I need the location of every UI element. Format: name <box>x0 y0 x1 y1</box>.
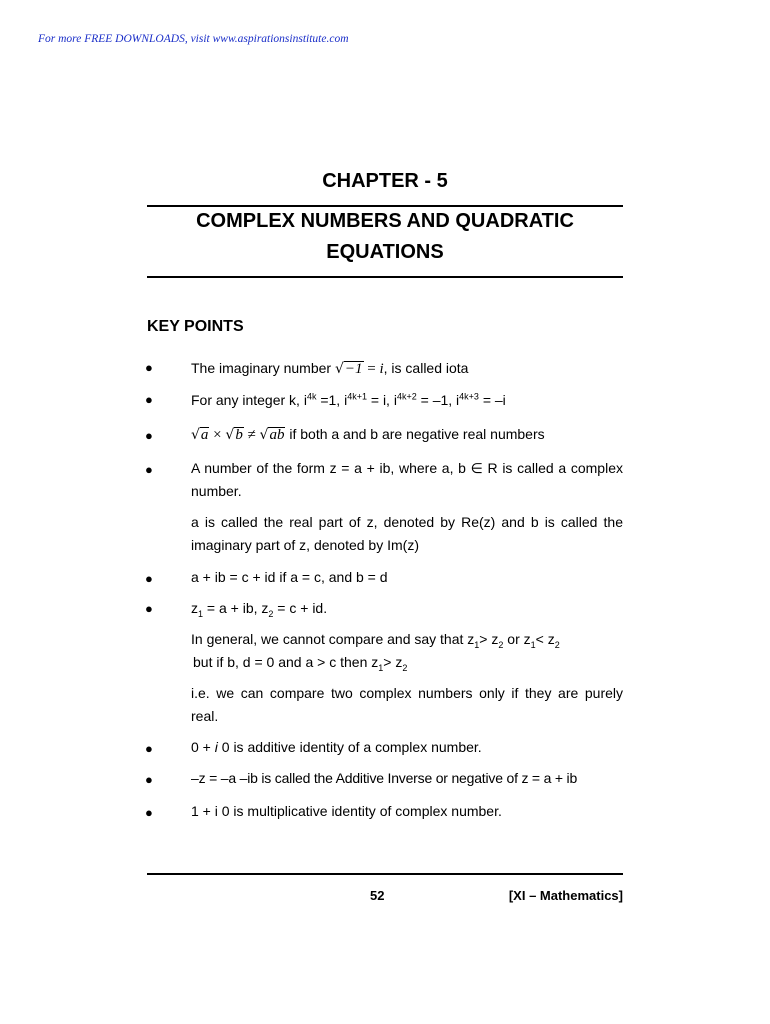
key-point-multiplicative-identity: 1 + i 0 is multiplicative identity of complex number. <box>191 803 502 819</box>
bullet-icon: ● <box>145 805 153 820</box>
radicand: ab <box>269 427 285 443</box>
point-text: =1, i <box>316 392 348 408</box>
key-point-sqrt-product <box>191 423 623 447</box>
bullet-icon: ● <box>145 772 153 787</box>
chapter-title <box>147 206 623 268</box>
point-text: = –1, i <box>416 392 460 408</box>
key-point-purely-real: i.e. we can compare two complex numbers only if they are purely real. <box>191 685 623 724</box>
times-sign: × <box>209 427 226 443</box>
radicand: b <box>235 427 243 443</box>
comparison-line1 <box>191 628 623 651</box>
footer-rule <box>147 873 623 875</box>
point-text: The imaginary number <box>191 360 332 376</box>
point-text: = c + id. <box>273 600 328 616</box>
bullet-icon: ● <box>145 392 153 407</box>
comparison-line2 <box>191 651 623 674</box>
radical-symbol: √ <box>334 361 344 377</box>
point-text: but if b, d = 0 and a > c then z <box>193 654 379 670</box>
key-point-iota <box>191 357 623 381</box>
footer-subject: [XI – Mathematics] <box>508 888 623 903</box>
point-text: or z <box>503 631 531 647</box>
point-text: = –i <box>478 392 506 408</box>
point-text: 0 + <box>191 739 215 755</box>
radical-symbol: √ <box>191 427 200 443</box>
point-text: > z <box>383 654 403 670</box>
point-text: , is called iota <box>383 360 469 376</box>
key-point-z1-z2 <box>191 597 623 620</box>
point-text: = i, i <box>366 392 397 408</box>
point-text: if both a and b are negative real numbers <box>285 426 545 442</box>
not-equal-sign: ≠ <box>243 427 260 443</box>
subscript: 2 <box>402 662 408 673</box>
point-text: In general, we cannot compare and say that z <box>191 631 475 647</box>
page-number: 52 <box>370 888 385 903</box>
key-point-comparison <box>191 628 623 674</box>
subscript: 2 <box>268 608 274 619</box>
sqrt-product-formula <box>191 427 285 443</box>
bullet-icon: ● <box>145 601 153 616</box>
key-point-equality: a + ib = c + id if a = c, and b = d <box>191 569 388 585</box>
bullet-icon: ● <box>145 741 153 756</box>
subscript: 1 <box>474 639 480 650</box>
iota-symbol: i <box>214 739 218 755</box>
subscript: 2 <box>498 639 504 650</box>
radical-symbol: √ <box>225 427 235 443</box>
subscript: 1 <box>198 608 204 619</box>
point-text: For any integer k, i <box>191 392 307 408</box>
key-point-real-imaginary-parts: a is called the real part of z, denoted by Re(z) and b is called the imaginary part of z, denoted by Im(z) <box>191 514 623 553</box>
point-text: < z <box>535 631 555 647</box>
key-point-powers-of-i <box>191 389 623 412</box>
key-point-additive-inverse: –z = –a –ib is called the Additive Inverse or negative of z = a + ib <box>191 770 578 786</box>
point-text: z <box>191 600 198 616</box>
exponent: 4k+1 <box>347 391 367 402</box>
radical-symbol: √ <box>259 427 269 443</box>
equals-sign: = <box>363 361 380 377</box>
subscript: 1 <box>378 662 384 673</box>
sqrt-minus-one-formula <box>335 361 384 377</box>
chapter-title-line1: COMPLEX NUMBERS AND QUADRATIC <box>196 210 574 232</box>
key-points-heading: KEY POINTS <box>147 318 244 335</box>
exponent: 4k+3 <box>459 391 479 402</box>
chapter-label: CHAPTER - 5 <box>322 170 448 192</box>
title-bottom-rule <box>147 276 623 278</box>
key-point-additive-identity <box>191 736 623 759</box>
radicand: −1 <box>344 361 363 377</box>
point-text: 0 is additive identity of a complex number. <box>217 739 482 755</box>
bullet-icon: ● <box>145 571 153 586</box>
subscript: 2 <box>554 639 560 650</box>
point-text: = a + ib, z <box>203 600 269 616</box>
exponent: 4k+2 <box>396 391 417 402</box>
bullet-icon: ● <box>145 360 153 375</box>
bullet-icon: ● <box>145 462 153 477</box>
chapter-title-line2: EQUATIONS <box>326 241 444 263</box>
iota-symbol: i <box>379 361 384 377</box>
subscript: 1 <box>530 639 536 650</box>
radicand: a <box>200 427 209 443</box>
key-point-complex-number-definition: A number of the form z = a + ib, where a, b ∈ R is called a complex number. <box>191 460 623 499</box>
exponent: 4k <box>306 391 317 402</box>
point-text: > z <box>479 631 499 647</box>
header-download-link[interactable]: For more FREE DOWNLOADS, visit www.aspirationsinstitute.com <box>38 33 349 45</box>
bullet-icon: ● <box>145 428 153 443</box>
